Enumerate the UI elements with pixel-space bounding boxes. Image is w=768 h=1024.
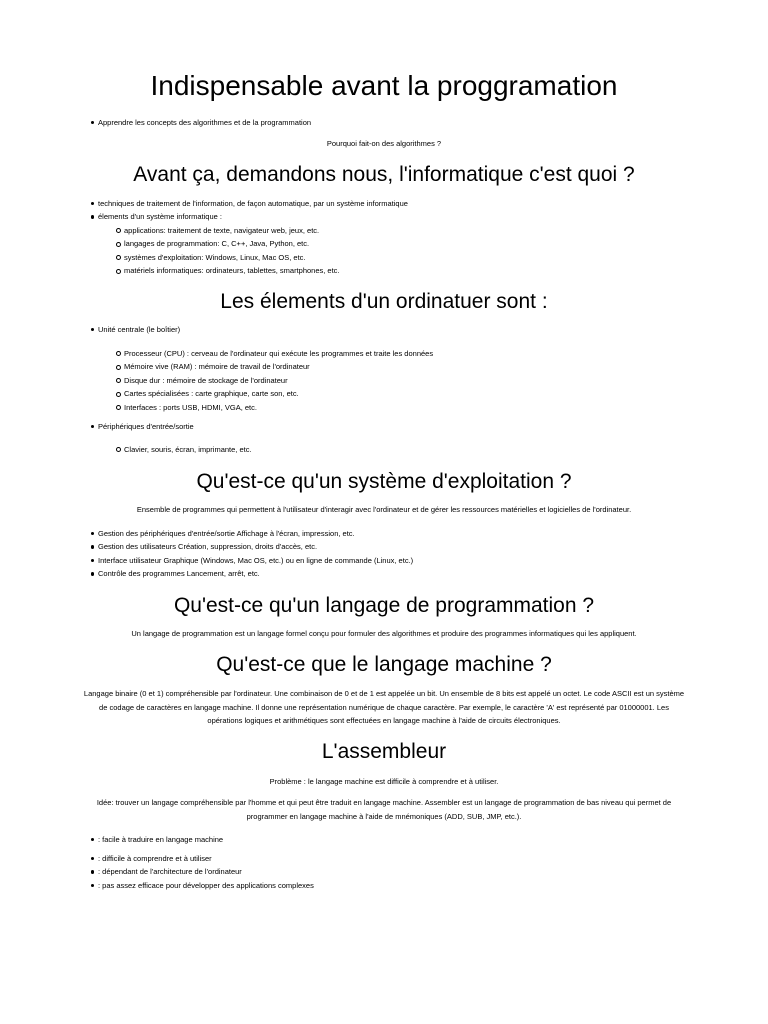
langage-definition: Un langage de programmation est un langage formel conçu pour formuler des algorithmes et produire des programmes informatiques qui les appliquent. — [131, 629, 637, 638]
informatique-sublist — [124, 224, 340, 278]
paragraph-line: opérations logiques et arithmétiques sont effectuées en langage machine à l'aide de circuits électroniques. — [207, 716, 561, 725]
assembleur-list-top — [98, 833, 223, 846]
sub-list-item: Processeur (CPU) : cerveau de l'ordinateur qui exécute les programmes et traite les données — [124, 347, 433, 360]
intro-list — [98, 116, 311, 129]
list-item: techniques de traitement de l'information, de façon automatique, par un système informatique — [98, 197, 408, 210]
section-heading-os: Qu'est-ce qu'un système d'exploitation ? — [196, 470, 572, 493]
elements-list-peripheriques — [98, 420, 194, 433]
unite-sublist — [124, 347, 433, 414]
sub-list-item: applications: traitement de texte, navigateur web, jeux, etc. — [124, 224, 340, 237]
intro-question: Pourquoi fait-on des algorithmes ? — [326, 139, 442, 148]
list-item: : facile à traduire en langage machine — [98, 833, 223, 846]
paragraph-line: Idée: trouver un langage compréhensible par l'homme et qui peut être traduit en langage machine. Assembler est un langage de programmation de bas niveau qui permet de — [96, 798, 672, 807]
section-heading-informatique: Avant ça, demandons nous, l'informatique c'est quoi ? — [133, 163, 635, 186]
list-item: Apprendre les concepts des algorithmes et de la programmation — [98, 116, 311, 129]
sub-list-item: Interfaces : ports USB, HDMI, VGA, etc. — [124, 401, 433, 414]
assembleur-idee — [40, 796, 728, 823]
sub-list-item: Clavier, souris, écran, imprimante, etc. — [124, 443, 252, 456]
list-item: Gestion des utilisateurs Création, suppression, droits d'accès, etc. — [98, 540, 413, 553]
sub-list-item: systèmes d'exploitation: Windows, Linux, Mac OS, etc. — [124, 251, 340, 264]
assembleur-probleme: Problème : le langage machine est difficile à comprendre et à utiliser. — [269, 777, 499, 786]
list-item: : difficile à comprendre et à utiliser — [98, 852, 314, 865]
list-item: Gestion des périphériques d'entrée/sortie Affichage à l'écran, impression, etc. — [98, 527, 413, 540]
os-definition: Ensemble de programmes qui permettent à l'utilisateur d'interagir avec l'ordinateur et de gérer les ressources matérielles et logicielles de l'ordinateur. — [136, 505, 632, 514]
peripheriques-sublist — [124, 443, 252, 456]
section-heading-langage: Qu'est-ce qu'un langage de programmation ? — [173, 594, 595, 617]
paragraph-line: programmer en langage machine à l'aide de mnémoniques (ADD, SUB, JMP, etc.). — [246, 811, 522, 821]
machine-paragraph — [40, 687, 728, 728]
list-item: Périphériques d'entrée/sortie — [98, 420, 194, 433]
assembleur-list — [98, 852, 314, 892]
list-item: : pas assez efficace pour développer des applications complexes — [98, 879, 314, 892]
list-item: Unité centrale (le boîtier) — [98, 323, 180, 336]
elements-list-unite — [98, 323, 180, 336]
list-item: : dépendant de l'architecture de l'ordinateur — [98, 865, 314, 878]
sub-list-item: Mémoire vive (RAM) : mémoire de travail de l'ordinateur — [124, 360, 433, 373]
list-item: élements d'un système informatique : — [98, 210, 408, 223]
section-heading-elements: Les élements d'un ordinatuer sont : — [220, 290, 548, 313]
informatique-list — [98, 197, 408, 224]
paragraph-line: de codage de caractères en langage machine. Il donne une représentation numérique de chaque caractère. Par exemple, le caractère 'A' est représenté par 01000001. Les — [99, 702, 669, 712]
section-heading-assembleur: L'assembleur — [321, 740, 447, 763]
list-item: Contrôle des programmes Lancement, arrêt, etc. — [98, 567, 413, 580]
sub-list-item: langages de programmation: C, C++, Java, Python, etc. — [124, 237, 340, 250]
paragraph-line: Langage binaire (0 et 1) compréhensible par l'ordinateur. Une combinaison de 0 et de 1 est appelée un bit. Un ensemble de 8 bits est appelé un octet. Le code ASCII est un système — [83, 689, 685, 698]
sub-list-item: matériels informatiques: ordinateurs, tablettes, smartphones, etc. — [124, 264, 340, 277]
sub-list-item: Disque dur : mémoire de stockage de l'ordinateur — [124, 374, 433, 387]
section-heading-machine: Qu'est-ce que le langage machine ? — [216, 653, 552, 676]
page-title: Indispensable avant la proggramation — [150, 70, 618, 101]
sub-list-item: Cartes spécialisées : carte graphique, carte son, etc. — [124, 387, 433, 400]
os-list — [98, 527, 413, 581]
list-item: Interface utilisateur Graphique (Windows, Mac OS, etc.) ou en ligne de commande (Linux, etc.) — [98, 554, 413, 567]
